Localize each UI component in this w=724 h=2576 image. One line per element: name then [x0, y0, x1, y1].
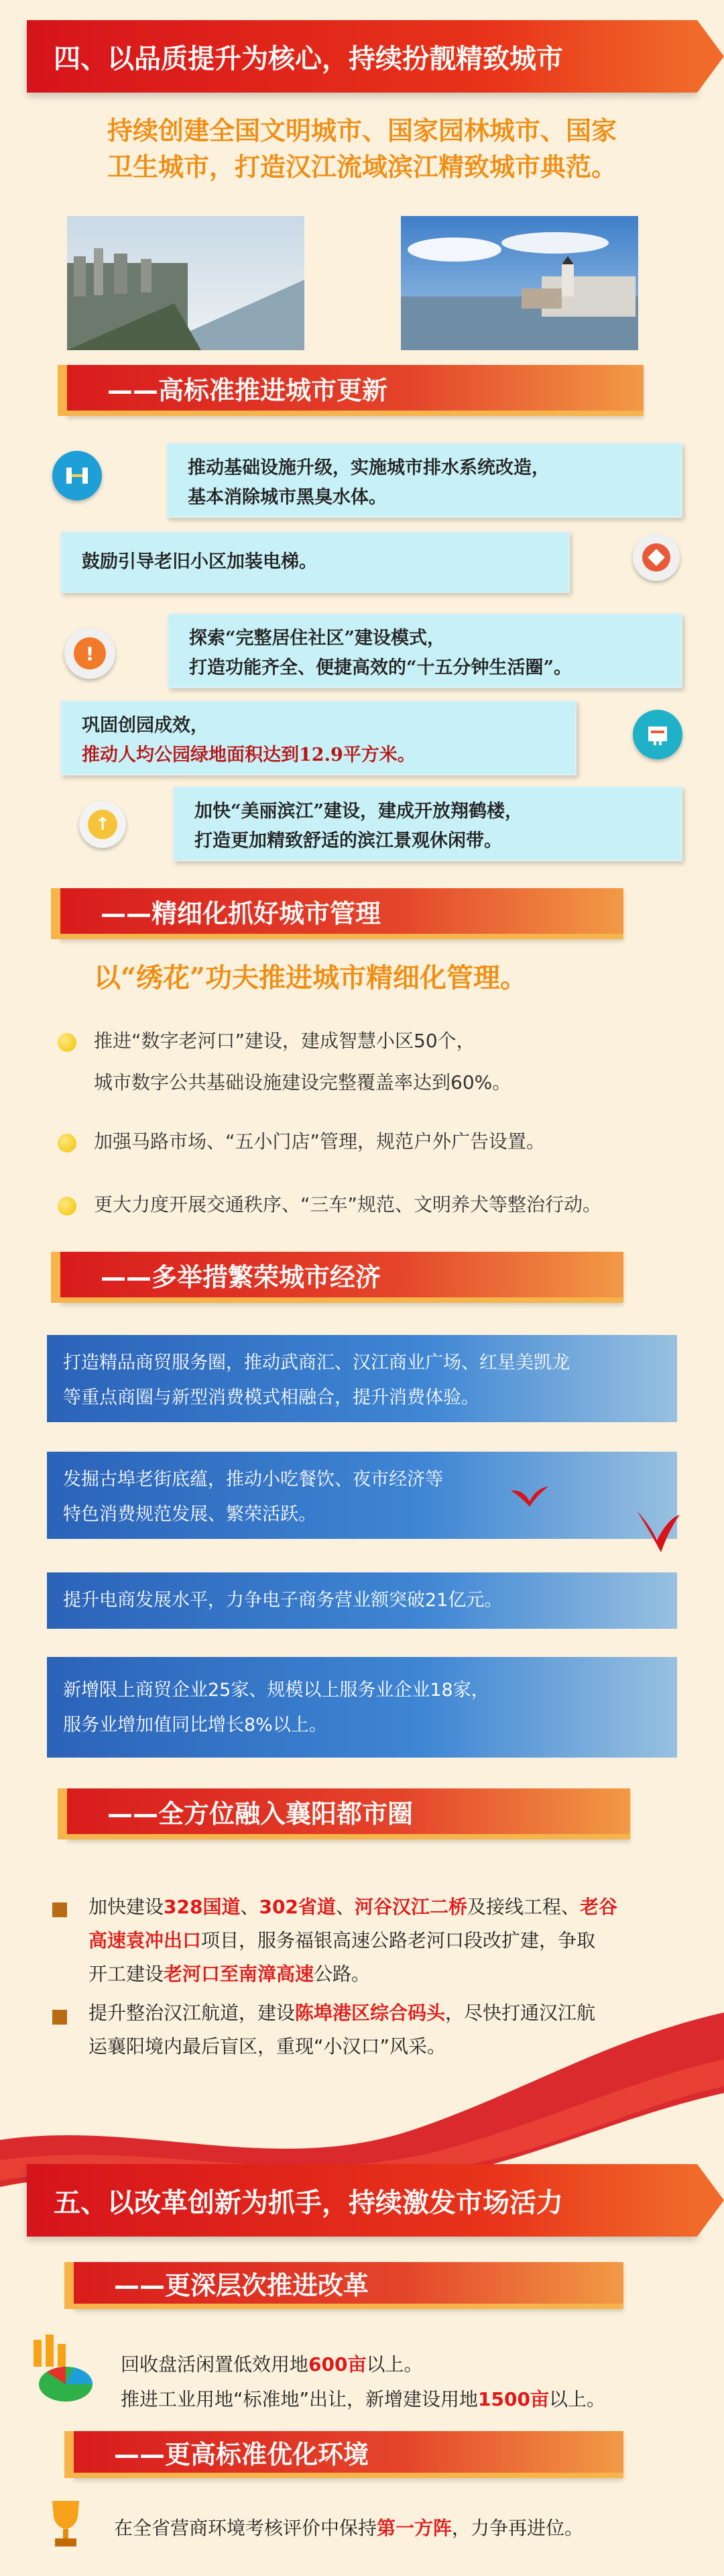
elevator-icon	[633, 534, 680, 581]
reform-header-text: ——更深层次推进改革	[114, 2270, 369, 2300]
band-line: 打造精品商贸服务圈，推动武商汇、汉江商业广场、红星美凯龙	[63, 1352, 570, 1373]
highlight: 328国道	[164, 1896, 241, 1918]
section-4-banner	[27, 20, 697, 93]
band-line: 等重点商圈与新型消费模式相融合，提升消费体验。	[63, 1387, 479, 1408]
pie-chart-icon	[27, 2333, 94, 2407]
card-line: 基本消除城市黑臭水体。	[188, 487, 387, 508]
economy-band-4	[47, 1657, 677, 1758]
bird-icon	[630, 1505, 684, 1559]
text: 在全省营商环境考核评价中保持	[114, 2517, 377, 2539]
text: 、	[240, 1896, 259, 1918]
bullet-line: 更大力度开展交通秩序、“三车”规范、文明养犬等整治行动。	[94, 1193, 602, 1216]
card-line: 推动基础设施升级，实施城市排水系统改造，	[188, 458, 550, 478]
text: 提升整治汉江航道，建设	[88, 2002, 296, 2024]
band-line: 发掘古埠老街底蕴，推动小吃餐饮、夜市经济等	[63, 1469, 443, 1490]
economy-band-2	[47, 1452, 677, 1539]
highlight: 高速袁冲出口	[88, 1929, 202, 1951]
renewal-card-3	[168, 613, 682, 688]
text: 运襄阳境内最后盲区，重现“小汉口”风采。	[88, 2035, 446, 2057]
red-ribbon-decoration	[0, 1986, 724, 2187]
band-line: 服务业增加值同比增长8%以上。	[63, 1715, 327, 1735]
bullet-line: 推进“数字老河口”建设，建成智慧小区50个，	[94, 1030, 475, 1052]
text: 公路。	[314, 1963, 371, 1985]
band-line: 特色消费规范发展、繁荣活跃。	[63, 1504, 316, 1525]
renewal-card-4	[60, 700, 577, 775]
card-line: 鼓励引导老旧小区加装电梯。	[82, 551, 317, 572]
xiangyang-header-text: ——全方位融入襄阳都市圈	[107, 1799, 414, 1829]
xiangyang-paragraph-1	[88, 1890, 692, 1991]
bullet-square	[52, 1902, 67, 1917]
highlight: 陈埠港区综合码头	[295, 2002, 446, 2024]
bullet-line: 加强马路市场、“五小门店”管理，规范户外广告设置。	[94, 1130, 546, 1152]
band-line: 提升电商发展水平，力争电子商务营业额突破21亿元。	[63, 1590, 503, 1611]
text: 项目，服务福银高速公路老河口段改扩建，争取	[201, 1929, 596, 1951]
text: ，力争再进位。	[452, 2517, 584, 2539]
economy-header-text: ——多举措繁荣城市经济	[101, 1262, 381, 1292]
card-line: 打造更加精致舒适的滨江景观休闲带。	[194, 830, 502, 851]
text: 加快建设	[88, 1896, 164, 1918]
section-5-banner	[27, 2164, 697, 2237]
upload-icon: ↑	[79, 801, 126, 848]
card-line: 巩固创园成效，	[82, 715, 208, 736]
management-tagline: 以“绣花”功夫推进城市精细化管理。	[94, 962, 528, 994]
bullet-dot	[58, 1134, 76, 1152]
highlight: 第一方阵	[377, 2517, 452, 2539]
trophy-icon	[44, 2497, 87, 2551]
renewal-card-5	[173, 786, 682, 861]
economy-header	[60, 1252, 623, 1303]
renewal-card-2	[60, 531, 570, 593]
city-photo-right	[401, 216, 638, 350]
highlight: 老谷	[579, 1896, 617, 1918]
card-line: 推动人均公园绿地面积达到12.9平方米。	[82, 745, 416, 765]
text: 、	[335, 1896, 355, 1918]
renewal-header	[67, 365, 644, 416]
renewal-card-1	[166, 443, 682, 518]
environment-line	[114, 2512, 583, 2545]
economy-band-1	[47, 1335, 677, 1422]
economy-band-3	[47, 1572, 677, 1629]
management-header-text: ——精细化抓好城市管理	[101, 898, 381, 928]
section-4-title: 四、以品质提升为核心，持续扮靓精致城市	[54, 43, 563, 74]
bullet-line: 城市数字公共基础设施建设完整覆盖率达到60%。	[94, 1071, 511, 1093]
text: 及接线工程、	[467, 1896, 580, 1918]
card-line: 探索“完整居住社区”建设模式，	[189, 628, 446, 649]
park-icon	[633, 710, 682, 759]
subtitle-line-2: 卫生城市，打造汉江流域滨江精致城市典范。	[107, 152, 617, 182]
bird-icon	[509, 1484, 550, 1511]
drain-icon	[52, 451, 102, 500]
highlight: 600亩	[308, 2353, 367, 2375]
highlight: 河谷汉江二桥	[354, 1896, 467, 1918]
alert-icon: !	[64, 628, 115, 679]
renewal-header-text: ——高标准推进城市更新	[107, 375, 388, 405]
city-photo-left	[67, 216, 304, 350]
bullet-dot	[58, 1033, 76, 1052]
xiangyang-header	[67, 1788, 630, 1839]
card-line: 打造功能齐全、便捷高效的“十五分钟生活圈”。	[189, 657, 572, 678]
bullet-dot	[58, 1197, 76, 1216]
highlight: 1500亩	[478, 2388, 549, 2410]
subtitle-line-1: 持续创建全国文明城市、国家园林城市、国家	[107, 116, 617, 146]
management-header	[60, 888, 623, 939]
section-5-title: 五、以改革创新为抓手，持续激发市场活力	[54, 2187, 563, 2218]
reform-line-1	[121, 2348, 422, 2381]
text: 回收盘活闲置低效用地	[121, 2353, 309, 2375]
text: 以上。	[366, 2353, 423, 2375]
environment-header-text: ——更高标准优化环境	[114, 2439, 369, 2469]
section-4-subtitle	[40, 113, 684, 185]
text: 推进工业用地“标准地”出让，新增建设用地	[121, 2388, 479, 2410]
management-bullet-1	[94, 1024, 511, 1100]
card-line: 加快“美丽滨江”建设，建成开放翔鹤楼，	[194, 801, 524, 822]
reform-header	[74, 2262, 623, 2309]
highlight: 302省道	[259, 1896, 336, 1918]
management-bullet-2	[94, 1124, 545, 1159]
highlight: 老河口至南漳高速	[164, 1963, 314, 1985]
reform-line-2	[121, 2383, 605, 2416]
text: ，尽快打通汉江航	[445, 2002, 596, 2024]
environment-header	[74, 2431, 623, 2478]
band-line: 新增限上商贸企业25家、规模以上服务业企业18家，	[63, 1680, 489, 1701]
text: 开工建设	[88, 1963, 164, 1985]
text: 以上。	[548, 2388, 605, 2410]
management-bullet-3	[94, 1187, 601, 1222]
